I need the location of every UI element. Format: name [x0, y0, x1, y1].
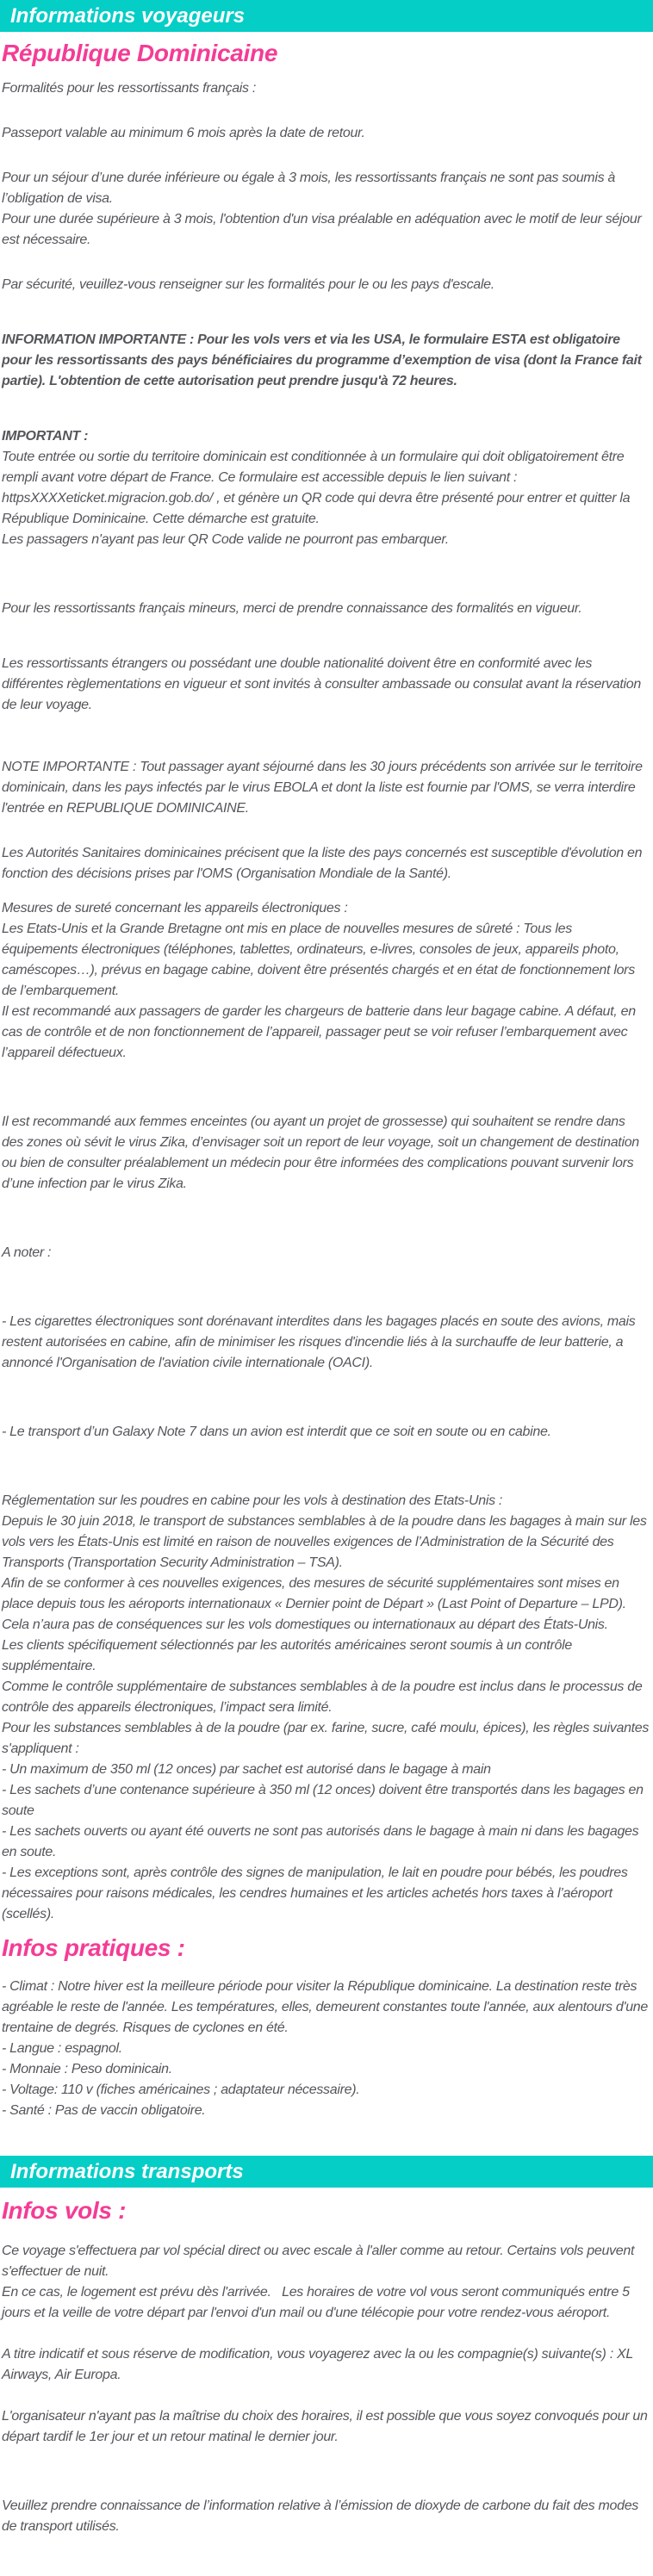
paragraph-horaires: En ce cas, le logement est prévu dès l'arrivée. Les horaires de votre vol vous seront communiqués entre 5 jours et la veille de votre départ par l'envoi d'un mail ou d'une télécopie pour votre rendez-vous aéroport. — [2, 2285, 630, 2320]
paragraph-passeport: Passeport valable au minimum 6 mois après la date de retour. — [2, 126, 365, 140]
paragraph-sejour-court: Pour un séjour d’une durée inférieure ou égale à 3 mois, les ressortissants français ne sont pas soumis à l’obligation de visa. — [2, 171, 616, 206]
section-bar-informations-transports — [0, 2156, 653, 2188]
paragraph-climat: - Climat : Notre hiver est la meilleure période pour visiter la République dominicaine. La destination reste très agréable le reste de l'année. Les températures, elles, demeurent constantes toute l'année, aux alentours d'une trentaine de degrés. Risques de cyclones en été. — [2, 1979, 649, 2035]
paragraph-etrangers: Les ressortissants étrangers ou possédant une double nationalité doivent être en conformité avec les différentes règlementations en vigueur et sont invités à consulter ambassade ou consulat avant la réservation de leur voyage. — [2, 656, 641, 712]
paragraph-sante: - Santé : Pas de vaccin obligatoire. — [2, 2103, 206, 2118]
paragraph-formalites: Formalités pour les ressortissants français : — [2, 81, 257, 96]
paragraph-sejour-long: Pour une durée supérieure à 3 mois, l'obtention d'un visa préalable en adéquation avec le motif de leur séjour est nécessaire. — [2, 212, 642, 247]
paragraph-sachets-ouverts: - Les sachets ouverts ou ayant été ouverts ne sont pas autorisés dans le bagage à main ni dans les bagages en soute. — [2, 1824, 639, 1859]
paragraph-lpd: Afin de se conformer à ces nouvelles exigences, des mesures de sécurité supplémentaires sont mises en place depuis tous les aéroports internationaux « Dernier point de Départ » (Last Point of Departure – LPD). Cela n’aura pas de conséquences sur les vols domestiques ou internationaux au départ des États-Unis. — [2, 1576, 626, 1632]
paragraph-compagnies: A titre indicatif et sous réserve de modification, vous voyagerez avec la ou les compagnie(s) suivante(s) : XL Airways, Air Europa. — [2, 2347, 633, 2382]
paragraph-esta-important: INFORMATION IMPORTANTE : Pour les vols vers et via les USA, le formulaire ESTA est obligatoire pour les ressortissants des pays bénéficiaires du programme d’exemption de visa (dont la France fait partie). L'obtention de cette autorisation peut prendre jusqu'à 72 heures. — [2, 332, 642, 388]
paragraph-regles-poudre: Pour les substances semblables à de la poudre (par ex. farine, sucre, café moulu, épices), les règles suivantes s'appliquent : — [2, 1721, 650, 1756]
section-bar-title: Informations voyageurs — [10, 3, 246, 28]
paragraph-voltage: - Voltage: 110 v (fiches américaines ; adaptateur nécessaire). — [2, 2083, 360, 2097]
paragraph-sachets-soute: - Les sachets d’une contenance supérieure à 350 ml (12 onces) doivent être transportés dans les bagages en soute — [2, 1783, 644, 1818]
paragraph-escale: Par sécurité, veuillez-vous renseigner sur les formalités pour le ou les pays d'escale. — [2, 277, 494, 292]
paragraph-zika: Il est recommandé aux femmes enceintes (ou ayant un projet de grossesse) qui souhaitent se rendre dans des zones où sévit le virus Zika, d’envisager soit un report de leur voyage, soit un changement de destination ou bien de consulter préalablement un médecin pour être informées des complications pouvant survenir lors d’une infection par le virus Zika. — [2, 1114, 639, 1191]
paragraph-monnaie: - Monnaie : Peso dominicain. — [2, 2062, 172, 2076]
paragraph-organisateur: L'organisateur n'ayant pas la maîtrise du choix des horaires, il est possible que vous soyez convoqués pour un départ tardif le 1er jour et un retour matinal le dernier jour. — [2, 2409, 648, 2444]
paragraph-chargeurs: Il est recommandé aux passagers de garder les chargeurs de batterie dans leur bagage cabine. A défaut, en cas de contrôle et de non fonctionnement de l’appareil, passager peut se voir refuser l’embarquement avec l’appareil défectueux. — [2, 1004, 636, 1060]
paragraph-impact-limite: Comme le contrôle supplémentaire de substances semblables à de la poudre est inclus dans le processus de contrôle des appareils électroniques, l’impact sera limité. — [2, 1679, 643, 1715]
section-bar-informations-voyageurs — [0, 0, 653, 32]
paragraph-equipements-electroniques: Les Etats-Unis et la Grande Bretagne ont mis en place de nouvelles mesures de sûreté : Tous les équipements électroniques (téléphones, tablettes, ordinateurs, e-livres, consoles de jeux, appareils photo, caméscopes…), prévus en bagage cabine, doivent être présentés chargés et en état de fonctionnement lors de l’embarquement. — [2, 922, 635, 998]
paragraph-regle-350ml: - Un maximum de 350 ml (12 onces) par sachet est autorisé dans le bagage à main — [2, 1762, 491, 1777]
paragraph-cigarettes-electroniques: - Les cigarettes électroniques sont dorénavant interdites dans les bagages placés en soute des avions, mais restent autorisées en cabine, afin de minimiser les risques d'incendie liés à la surchauffe de leur batterie, a annoncé l'Organisation de l'aviation civile internationale (OACI). — [2, 1314, 636, 1370]
paragraph-important-label: IMPORTANT : — [2, 429, 89, 444]
infos-vols-heading: Infos vols : — [2, 2197, 127, 2224]
infos-pratiques-heading: Infos pratiques : — [2, 1934, 185, 1961]
paragraph-formulaire-entree: Toute entrée ou sortie du territoire dominicain est conditionnée à un formulaire qui doit obligatoirement être rempli avant votre départ de France. Ce formulaire est accessible depuis le lien suivant : httpsXXXXeticket.migracion.gob.do/ , et génère un QR code qui devra être présenté pour entrer et quitter la République Dominicaine. Cette démarche est gratuite. — [2, 450, 631, 526]
paragraph-tsa: Depuis le 30 juin 2018, le transport de substances semblables à de la poudre dans les bagages à main sur les vols vers les États-Unis est limité en raison de nouvelles exigences de l’Administration de la Sécurité des Transports (Transportation Security Administration – TSA). — [2, 1514, 647, 1570]
destination-title: République Dominicaine — [2, 40, 278, 66]
paragraph-note-ebola: NOTE IMPORTANTE : Tout passager ayant séjourné dans les 30 jours précédents son arrivée sur le territoire dominicain, dans les pays infectés par le virus EBOLA et dont la liste est fournie par l'OMS, se verra interdire l'entrée en REPUBLIQUE DOMINICAINE. — [2, 760, 643, 816]
paragraph-autorites-sanitaires: Les Autorités Sanitaires dominicaines précisent que la liste des pays concernés est susceptible d'évolution en fonction des décisions prises par l'OMS (Organisation Mondiale de la Santé). — [2, 846, 643, 881]
paragraph-reglementation-poudres: Réglementation sur les poudres en cabine pour les vols à destination des Etats-Unis : — [2, 1493, 503, 1508]
paragraph-controle-supplementaire: Les clients spécifiquement sélectionnés par les autorités américaines seront soumis à un contrôle supplémentaire. — [2, 1638, 572, 1673]
paragraph-mesures-surete: Mesures de sureté concernant les appareils électroniques : — [2, 901, 348, 916]
paragraph-mineurs: Pour les ressortissants français mineurs, merci de prendre connaissance des formalités en vigueur. — [2, 601, 582, 616]
paragraph-galaxy-note: - Le transport d’un Galaxy Note 7 dans un avion est interdit que ce soit en soute ou en cabine. — [2, 1425, 551, 1439]
paragraph-vol-special: Ce voyage s'effectuera par vol spécial direct ou avec escale à l'aller comme au retour. Certains vols peuvent s'effectuer de nuit. — [2, 2244, 635, 2279]
paragraph-langue: - Langue : espagnol. — [2, 2041, 122, 2056]
paragraph-qr-code: Les passagers n'ayant pas leur QR Code valide ne pourront pas embarquer. — [2, 532, 449, 547]
paragraph-exceptions: - Les exceptions sont, après contrôle des signes de manipulation, le lait en poudre pour bébés, les poudres nécessaires pour raisons médicales, les cendres humaines et les articles achetés hors taxes à l’aéroport (scellés). — [2, 1865, 628, 1921]
section-bar-title: Informations transports — [10, 2159, 244, 2183]
paragraph-dioxyde-carbone: Veuillez prendre connaissance de l’information relative à l’émission de dioxyde de carbone du fait des modes de transport utilisés. — [2, 2498, 639, 2534]
paragraph-a-noter: A noter : — [2, 1245, 52, 1260]
